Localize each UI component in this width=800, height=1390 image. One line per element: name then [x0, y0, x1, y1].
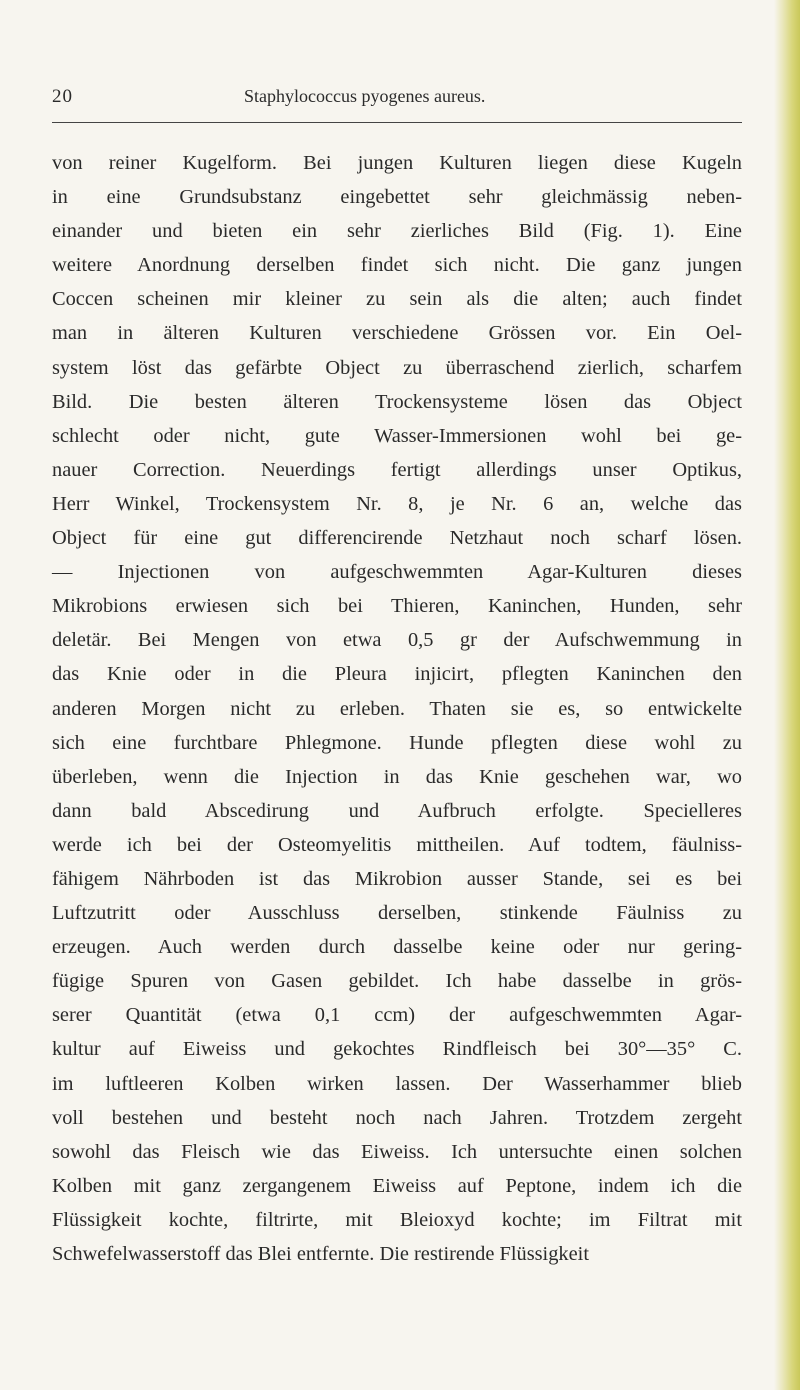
text-line: sowohl das Fleisch wie das Eiweiss. Ich untersuchte einen solchen	[52, 1140, 742, 1163]
text-line: Luftzutritt oder Ausschluss derselben, stinkende Fäulniss zu	[52, 902, 742, 925]
page-edge-shading	[774, 0, 800, 1390]
text-line: sich eine furchtbare Phlegmone. Hunde pflegten diese wohl zu	[52, 731, 742, 754]
page-number: 20	[52, 86, 73, 107]
text-line: im luftleeren Kolben wirken lassen. Der Wasserhammer blieb	[52, 1072, 742, 1095]
body-text	[52, 146, 742, 1271]
text-line: man in älteren Kulturen verschiedene Grössen vor. Ein Oel-	[52, 322, 742, 345]
text-line: Object für eine gut differencirende Netzhaut noch scharf lösen.	[52, 527, 742, 550]
text-line: Schwefelwasserstoff das Blei entfernte. Die restirende Flüssigkeit	[52, 1243, 589, 1265]
text-line: Herr Winkel, Trockensystem Nr. 8, je Nr. 6 an, welche das	[52, 492, 742, 515]
text-line: — Injectionen von aufgeschwemmten Agar-Kulturen dieses	[52, 561, 742, 584]
text-line: überleben, wenn die Injection in das Knie geschehen war, wo	[52, 765, 742, 788]
text-line: voll bestehen und besteht noch nach Jahren. Trotzdem zergeht	[52, 1106, 742, 1129]
text-line: deletär. Bei Mengen von etwa 0,5 gr der Aufschwemmung in	[52, 629, 742, 652]
text-line: das Knie oder in die Pleura injicirt, pflegten Kaninchen den	[52, 663, 742, 686]
text-line: fähigem Nährboden ist das Mikrobion ausser Stande, sei es bei	[52, 867, 742, 890]
text-line: von reiner Kugelform. Bei jungen Kulturen liegen diese Kugeln	[52, 152, 742, 174]
text-line: einander und bieten ein sehr zierliches Bild (Fig. 1). Eine	[52, 220, 742, 243]
header-rule	[52, 122, 742, 123]
text-line: fügige Spuren von Gasen gebildet. Ich habe dasselbe in grös-	[52, 970, 742, 993]
text-line: Mikrobions erwiesen sich bei Thieren, Kaninchen, Hunden, sehr	[52, 595, 742, 618]
text-line: schlecht oder nicht, gute Wasser-Immersionen wohl bei ge-	[52, 424, 742, 447]
text-line: serer Quantität (etwa 0,1 ccm) der aufgeschwemmten Agar-	[52, 1004, 742, 1027]
page-header	[52, 86, 742, 120]
text-line: system löst das gefärbte Object zu überraschend zierlich, scharfem	[52, 356, 742, 379]
text-line: erzeugen. Auch werden durch dasselbe keine oder nur gering-	[52, 936, 742, 959]
text-line: Flüssigkeit kochte, filtrirte, mit Bleioxyd kochte; im Filtrat mit	[52, 1208, 742, 1231]
text-line: werde ich bei der Osteomyelitis mittheilen. Auf todtem, fäulniss-	[52, 833, 742, 856]
text-line: nauer Correction. Neuerdings fertigt allerdings unser Optikus,	[52, 458, 742, 481]
text-line: anderen Morgen nicht zu erleben. Thaten sie es, so entwickelte	[52, 697, 742, 720]
running-title: Staphylococcus pyogenes aureus.	[244, 86, 486, 106]
text-line: Bild. Die besten älteren Trockensysteme lösen das Object	[52, 390, 742, 413]
text-line: weitere Anordnung derselben findet sich nicht. Die ganz jungen	[52, 254, 742, 277]
text-line: dann bald Abscedirung und Aufbruch erfolgte. Specielleres	[52, 799, 742, 822]
text-line: Kolben mit ganz zergangenem Eiweiss auf Peptone, indem ich die	[52, 1174, 742, 1197]
text-line: in eine Grundsubstanz eingebettet sehr gleichmässig neben-	[52, 186, 742, 209]
text-line: Coccen scheinen mir kleiner zu sein als die alten; auch findet	[52, 288, 742, 311]
text-line: kultur auf Eiweiss und gekochtes Rindfleisch bei 30°—35° C.	[52, 1038, 742, 1061]
